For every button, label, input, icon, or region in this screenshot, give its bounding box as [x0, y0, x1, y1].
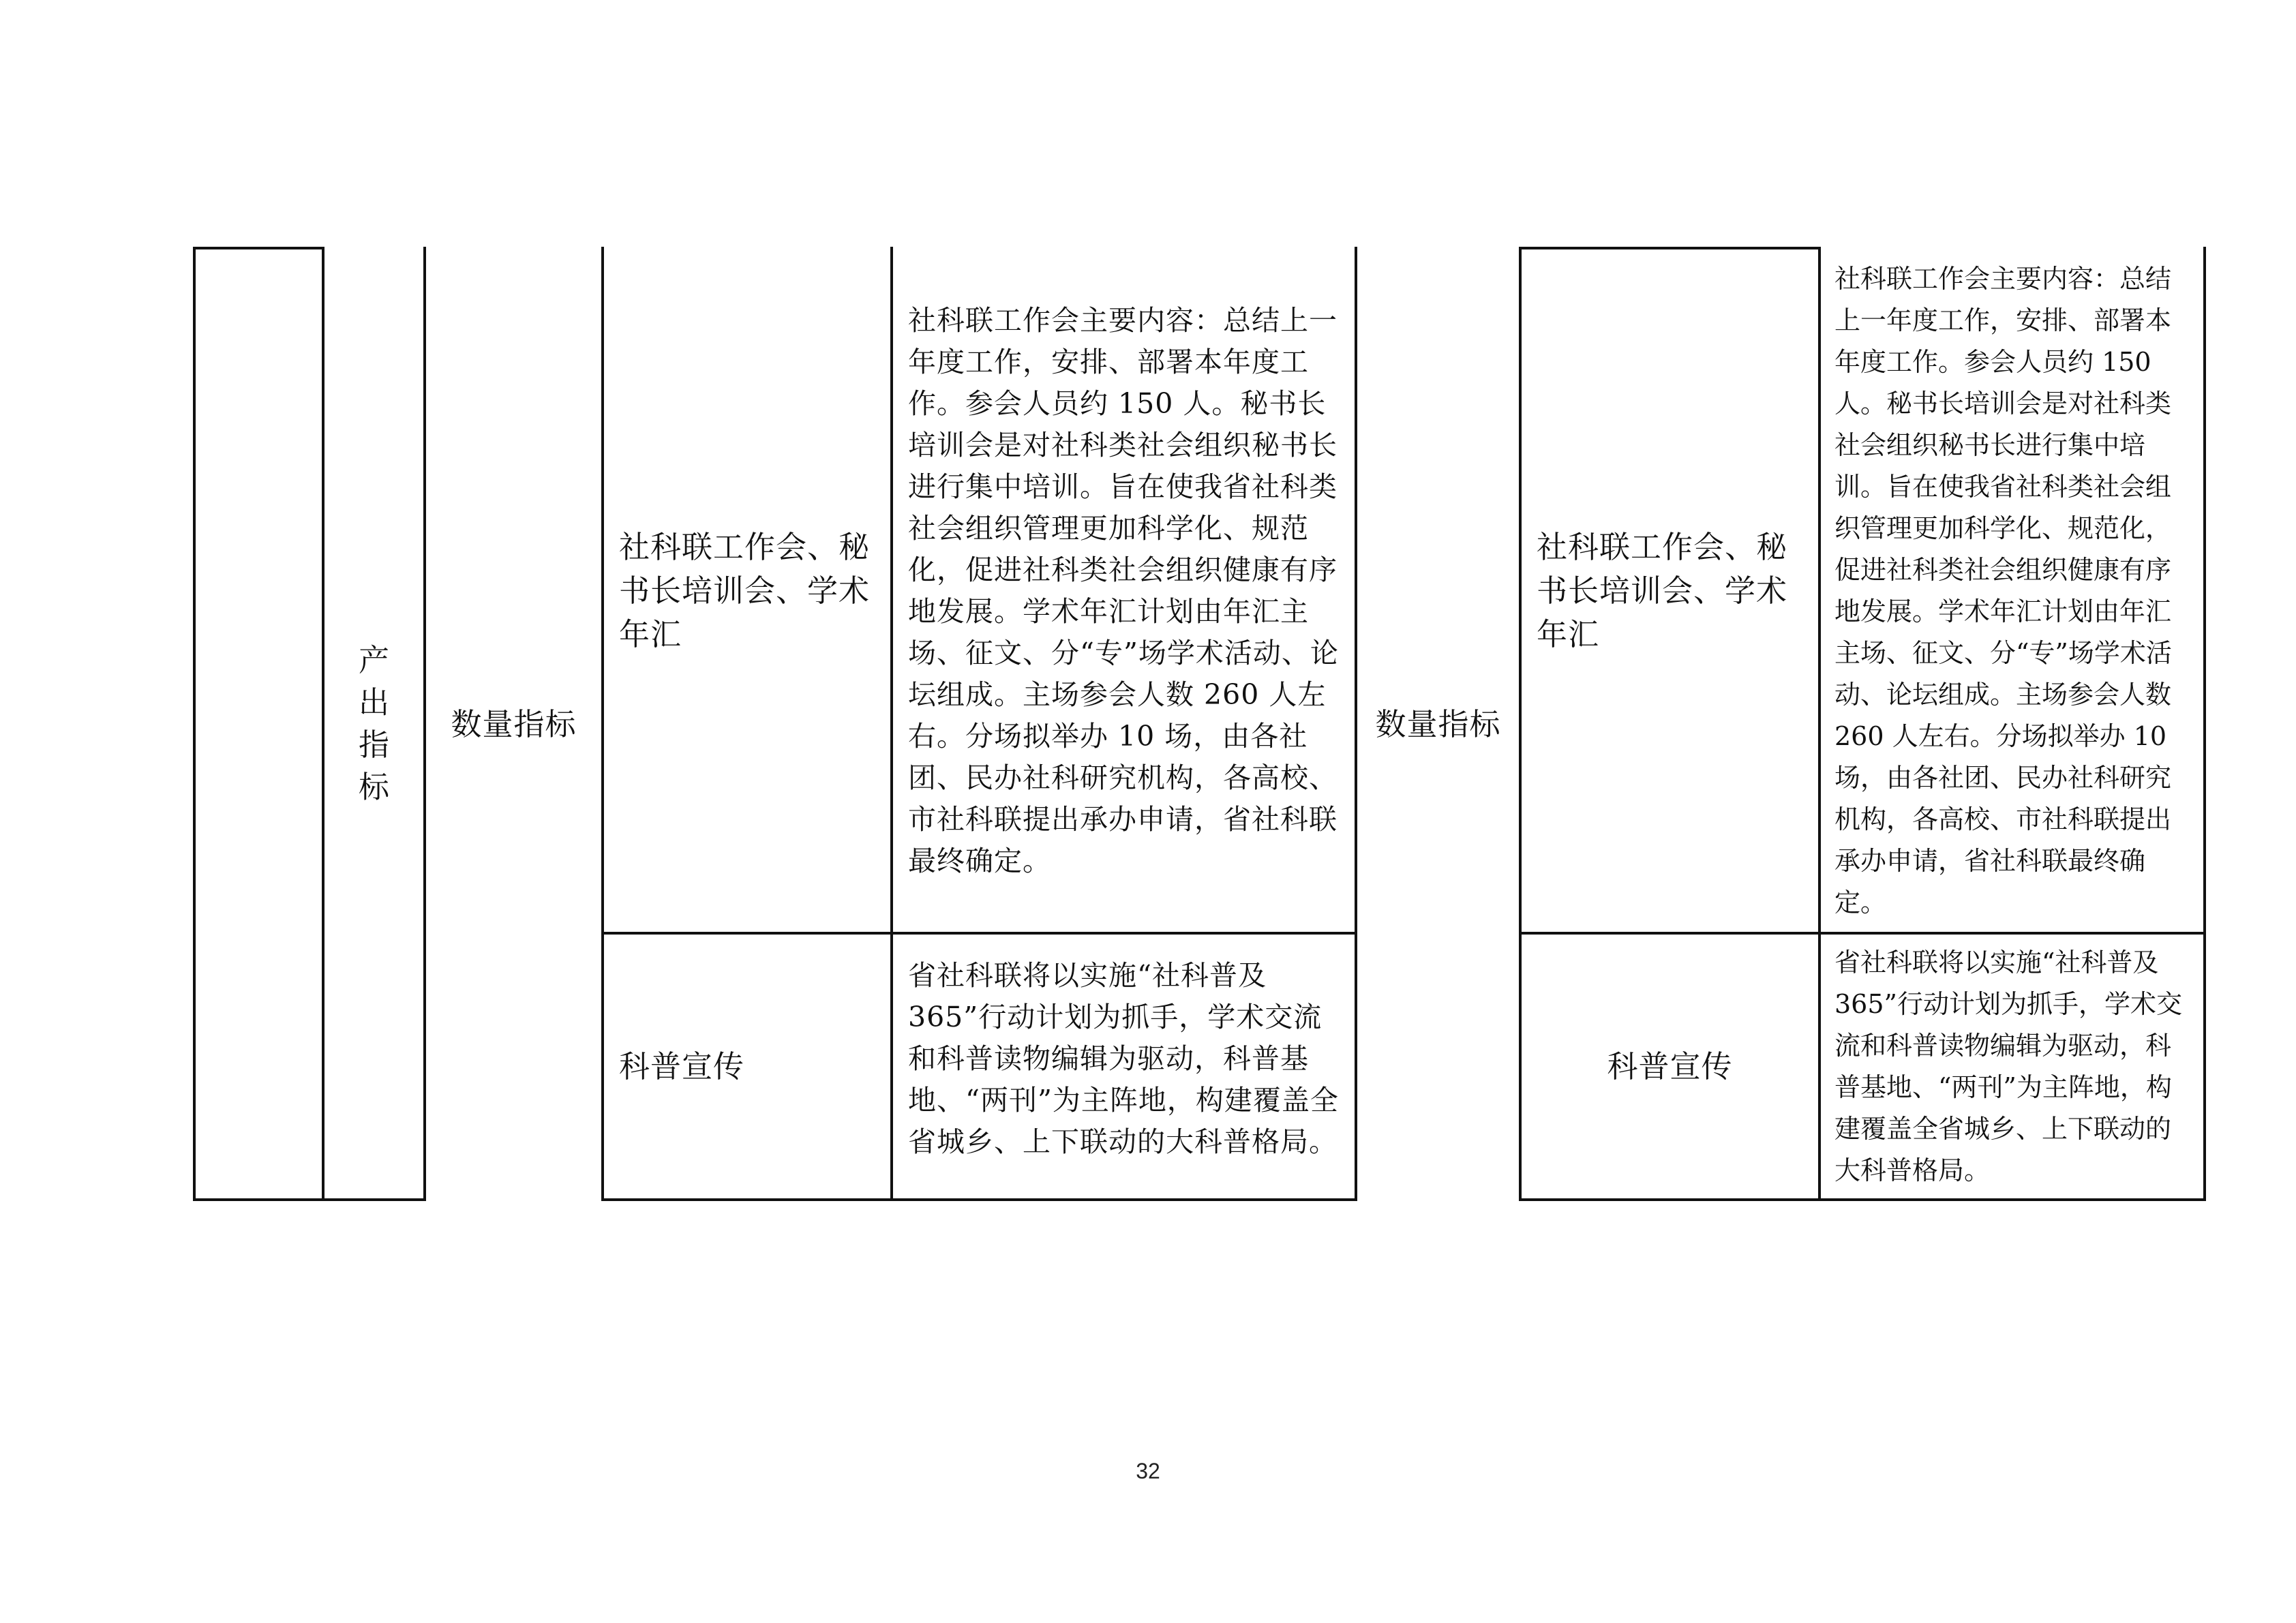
right-table-border	[2203, 247, 2206, 1201]
category-char: 出	[358, 684, 389, 721]
right-item-cell	[1522, 249, 1818, 932]
left-table-border	[193, 1198, 426, 1201]
item-label: 科普宣传	[619, 1048, 745, 1084]
description-text: 社科联工作会主要内容：总结上一年度工作，安排、部署本年度工作。参会人员约 150 人。秘书长培训会是对社科类社会组织秘书长进行集中培训。旨在使我省社科类社会组织管理更加科学化、规范化，促进社科类社会组织健康有序地发展。学术年汇计划由年汇主场、征文、分“专”场学术活动、论坛组成。主场参会人数 260 人左右。分场拟举办 10 场，由各社团、民办社科研究机构，各高校、市社科联提出承办申请，省社科联最终确定。	[1834, 263, 2172, 917]
left-indicator-type-cell	[426, 249, 601, 1198]
category-vertical-label	[359, 639, 389, 808]
item-label: 社科联工作会、秘书长培训会、学术年汇	[1537, 528, 1788, 652]
page-number: 32	[1136, 1459, 1160, 1483]
right-item-cell	[1522, 935, 1818, 1198]
right-description-cell	[1821, 249, 2203, 932]
left-table-border	[193, 247, 196, 1201]
right-description-cell	[1821, 935, 2203, 1198]
left-description-cell	[893, 249, 1355, 932]
category-char: 指	[358, 727, 389, 763]
left-table-border	[601, 1198, 1357, 1201]
left-item-cell	[604, 249, 890, 932]
left-description-cell	[893, 935, 1355, 1198]
item-label: 社科联工作会、秘书长培训会、学术年汇	[619, 528, 871, 652]
description-text: 社科联工作会主要内容：总结上一年度工作，安排、部署本年度工作。参会人员约 150 人。秘书长培训会是对社科类社会组织秘书长进行集中培训。旨在使我省社科类社会组织管理更加科学化、规范化，促进社科类社会组织健康有序地发展。学术年汇计划由年汇主场、征文、分“专”场学术活动、论坛组成。主场参会人数 260 人左右。分场拟举办 10 场，由各社团、民办社科研究机构，各高校、市社科联提出承办申请，省社科联最终确定。	[908, 303, 1339, 877]
indicator-type-label: 数量指标	[1375, 706, 1501, 742]
item-label: 科普宣传	[1607, 1048, 1733, 1084]
right-indicator-type-cell	[1357, 249, 1519, 1198]
category-char: 标	[358, 769, 389, 805]
left-table-border	[193, 247, 324, 249]
description-text: 省社科联将以实施“社科普及 365”行动计划为抓手，学术交流和科普读物编辑为驱动，科普基地、“两刊”为主阵地，构建覆盖全省城乡、上下联动的大科普格局。	[908, 959, 1339, 1158]
right-table-border	[1519, 1198, 2206, 1201]
indicator-type-label: 数量指标	[451, 706, 577, 742]
category-char: 产	[358, 642, 389, 678]
description-text: 省社科联将以实施“社科普及 365”行动计划为抓手，学术交流和科普读物编辑为驱动，科普基地、“两刊”为主阵地，构建覆盖全省城乡、上下联动的大科普格局。	[1834, 947, 2182, 1185]
left-category-cell	[324, 249, 423, 1198]
left-item-cell	[604, 935, 890, 1198]
